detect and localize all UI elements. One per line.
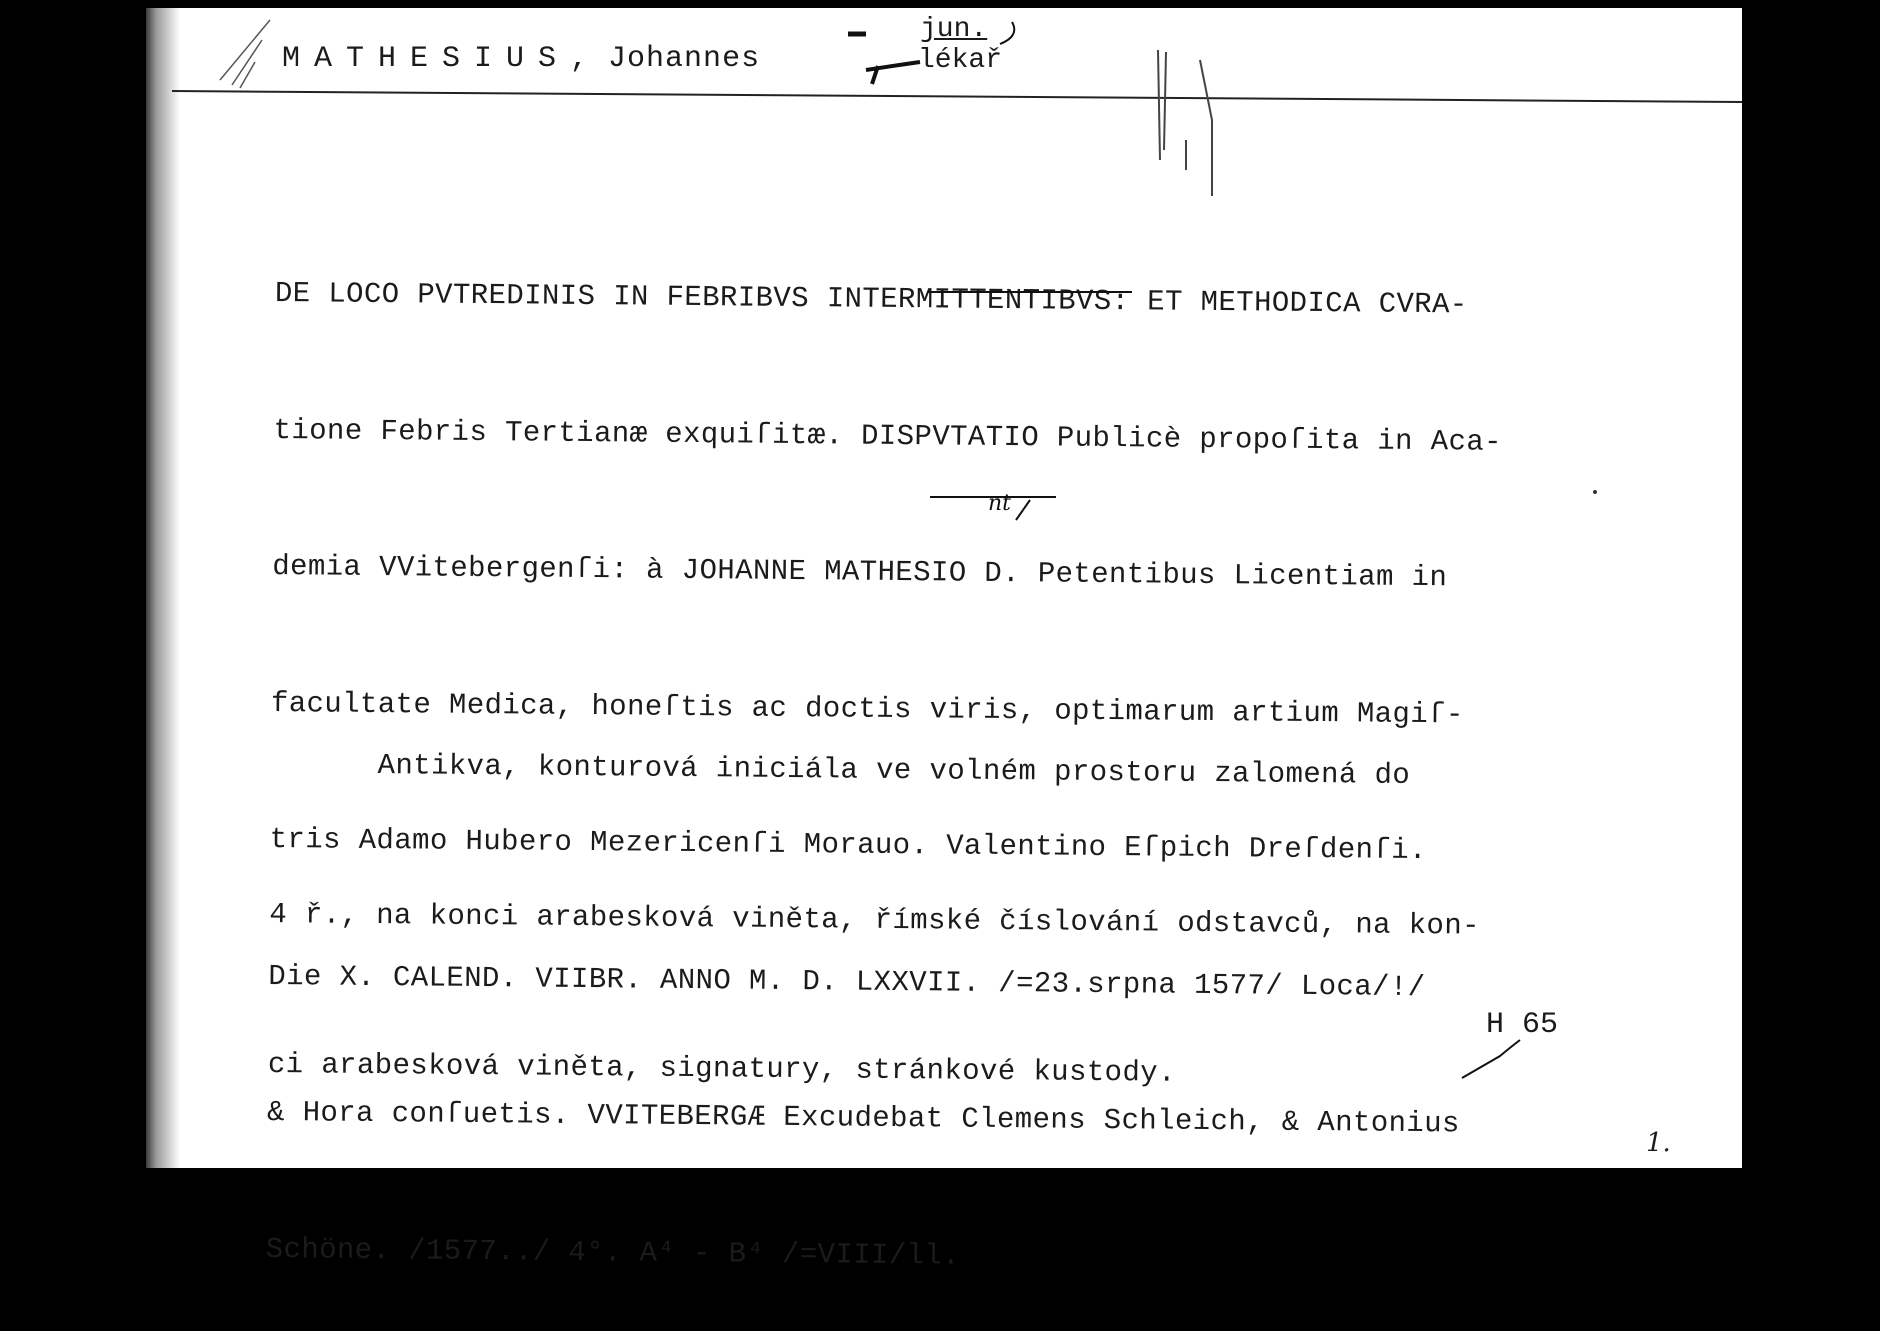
- pencil-strokes: [1158, 50, 1212, 196]
- description-line: Antikva, konturová iniciála ve volném prostoru zalomená do: [270, 747, 1411, 792]
- title-line: facultate Medica, honeſtis ac doctis viris, optimarum artium Magiſ-: [270, 686, 1464, 731]
- description-line: 4 ř., na konci arabesková viněta, římské číslování odstavců, na kon-: [269, 897, 1481, 943]
- title-line: demia VVitebergenſi: à JOHANNE MATHESIO D. Petentibus Licentiam in: [272, 549, 1448, 595]
- title-line: tris Adamo Hubero Mezericenſi Morauo. Valentino Eſpich Dreſdenſi.: [269, 822, 1427, 868]
- page-number: 1.: [1646, 1128, 1671, 1158]
- insertion-caret: [1016, 500, 1030, 520]
- title-line: Schöne. /1577../ 4°. A⁴ - B⁴ /=VIII/ll.: [265, 1232, 961, 1273]
- author-surname: MATHESIUS: [282, 42, 571, 76]
- description-line: ci arabesková viněta, signatury, stránkové kustody.: [267, 1047, 1176, 1090]
- title-line: DE LOCO PVTREDINIS IN FEBRIBVS INTERMITTENTIBVS: ET METHODICA CVRA-: [274, 276, 1468, 322]
- stray-dot: [1593, 490, 1597, 494]
- heading-scribble: [220, 20, 270, 88]
- check-mark: [1462, 1040, 1520, 1078]
- title-line: tione Febris Tertianæ exquiſitæ. DISPVTATIO Publicè propoſita in Aca-: [273, 413, 1503, 459]
- insertion-nt: nt: [988, 491, 1012, 516]
- insertion-arrow: [866, 62, 920, 84]
- author-given-name: Johannes: [608, 42, 761, 76]
- title-line: & Hora conſuetis. VVITEBERGÆ Excudebat Clemens Schleich, & Antonius: [266, 1095, 1460, 1141]
- annotation-profession: lékař: [918, 45, 1003, 76]
- heading-comma: ,: [570, 42, 609, 76]
- annotation-jun: jun.: [920, 14, 988, 45]
- title-line: Die X. CALEND. VIIBR. ANNO M. D. LXXVII. /=23.srpna 1577/ Loca/!/: [268, 959, 1426, 1004]
- shelfmark: H 65: [1486, 1008, 1559, 1042]
- jun-flourish: [1000, 22, 1014, 44]
